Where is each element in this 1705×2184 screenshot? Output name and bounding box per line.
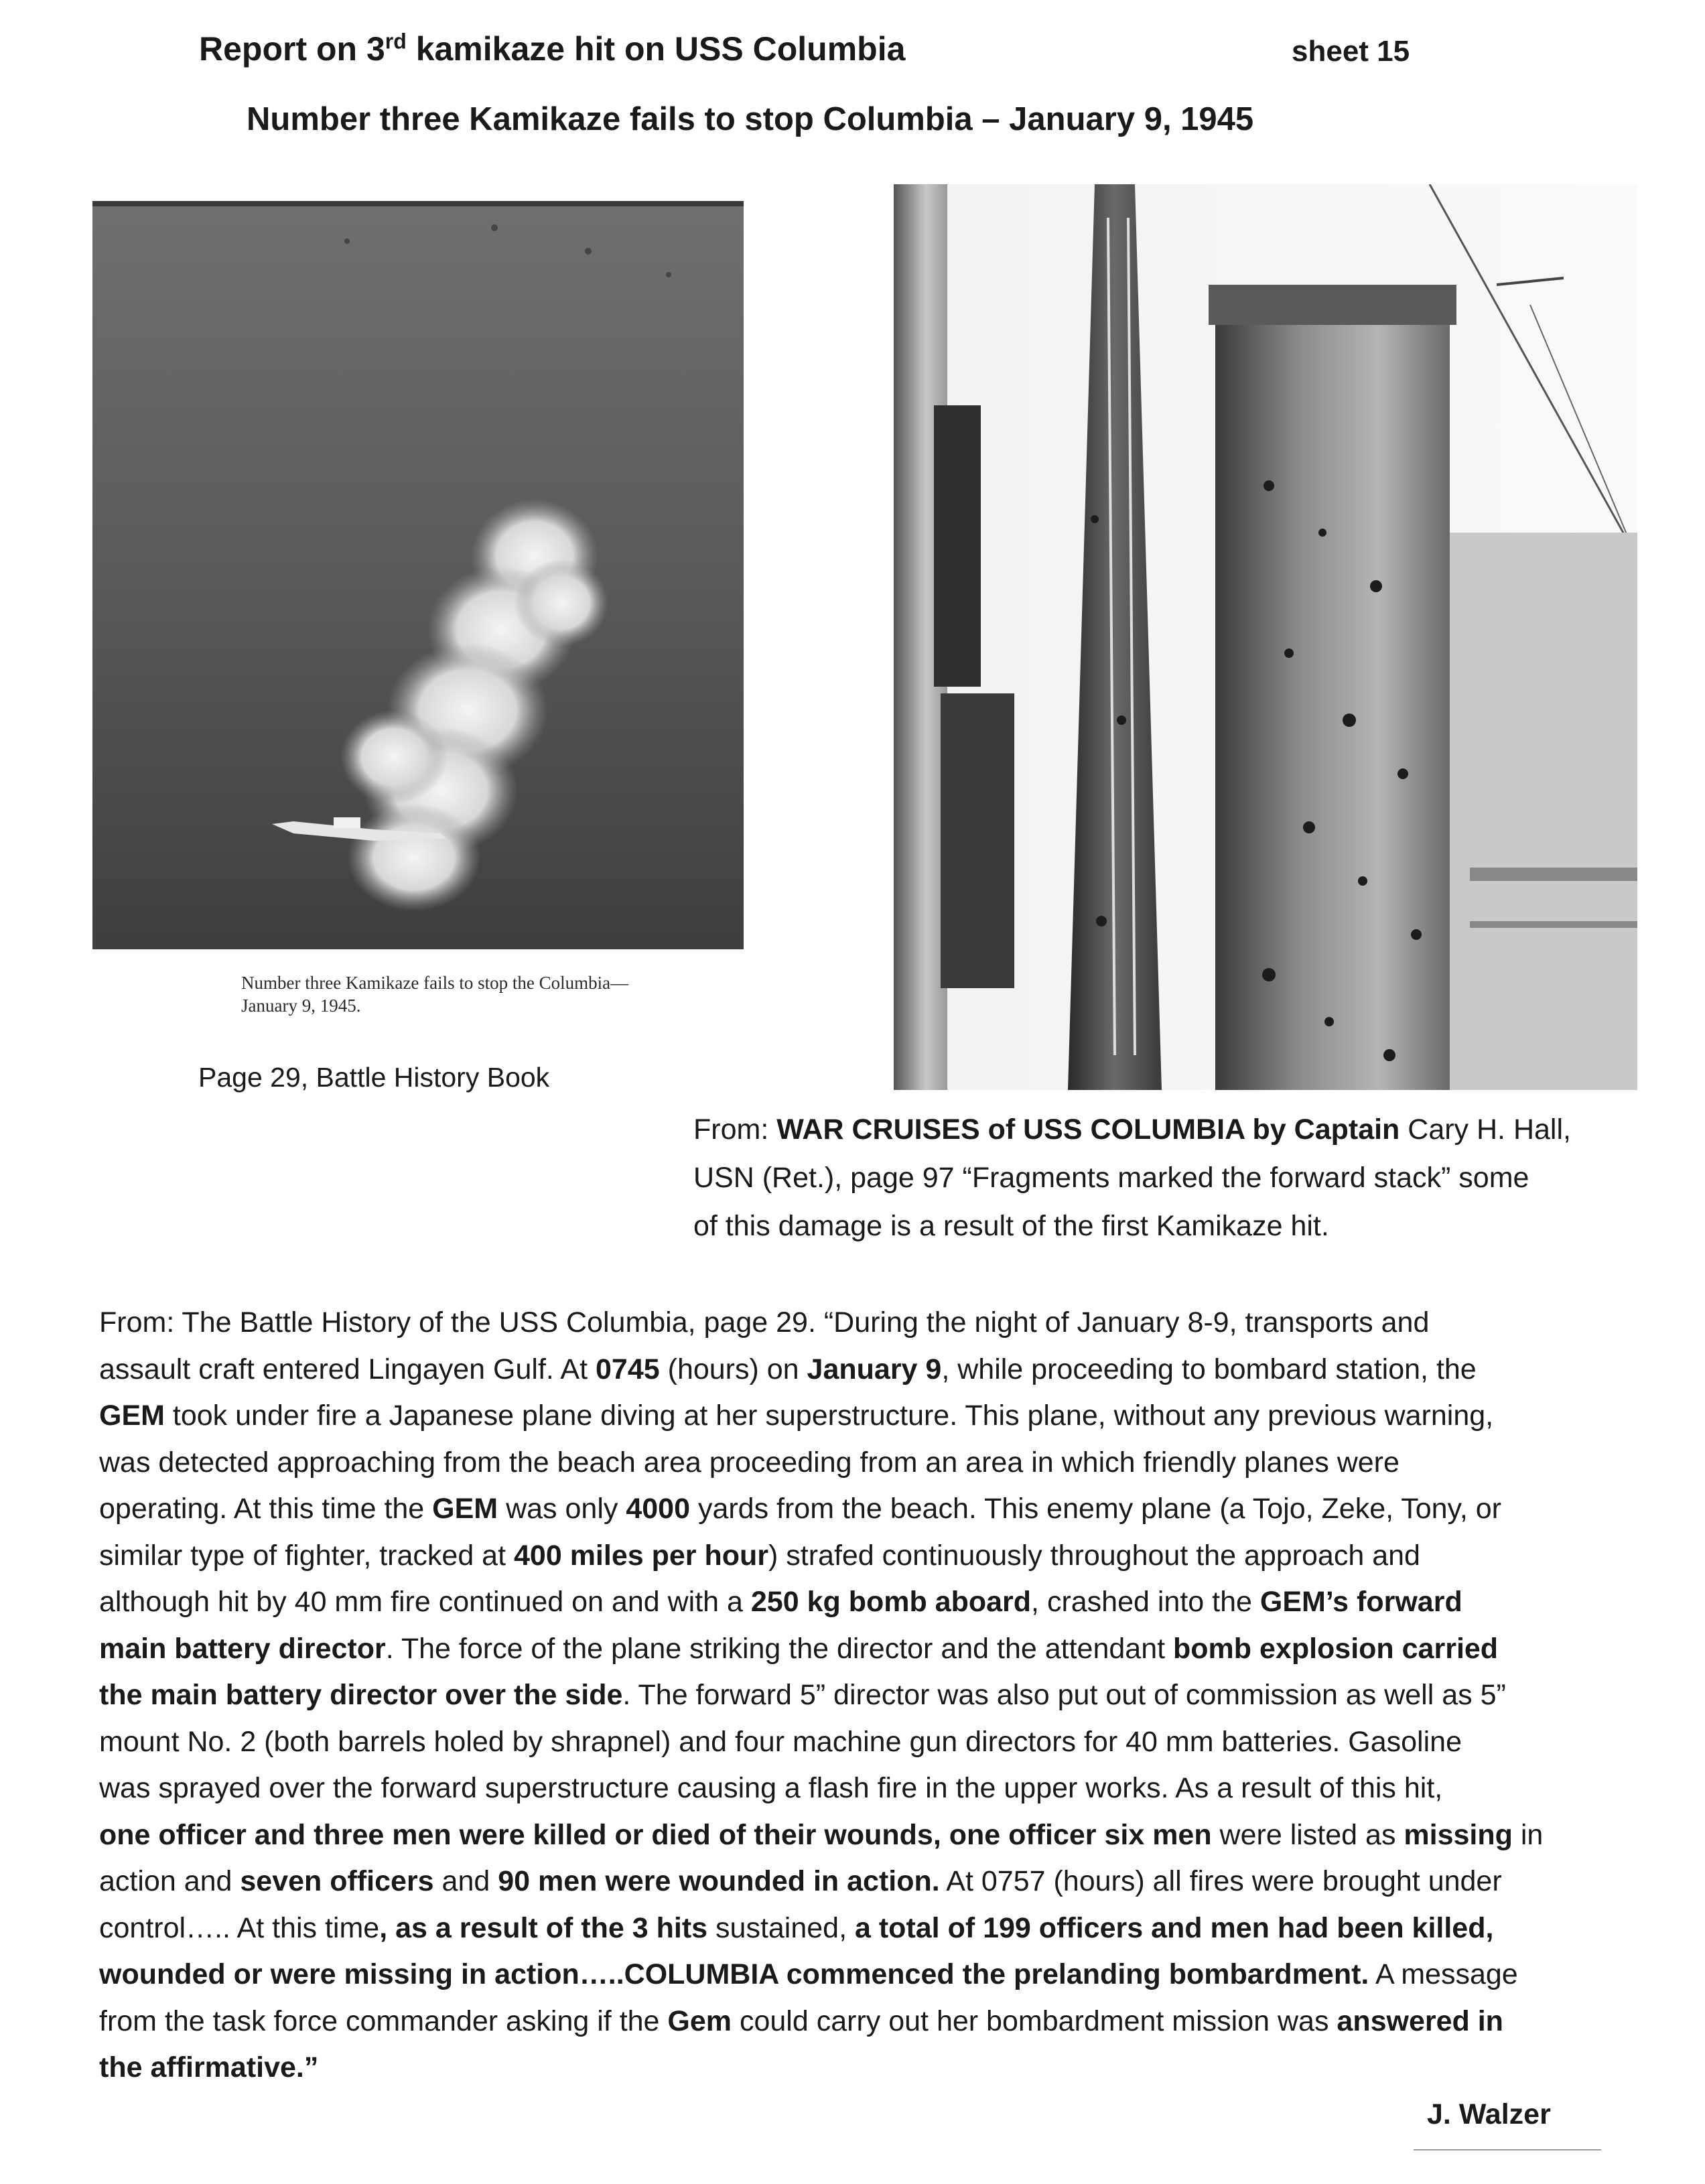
- body-line: GEM took under fire a Japanese plane diving at her superstructure. This plane, without any previous warning,: [99, 1400, 1494, 1432]
- body-line: although hit by 40 mm fire continued on and with a 250 kg bomb aboard, crashed into the GEM’s forward: [99, 1586, 1462, 1618]
- body-line: action and seven officers and 90 men were wounded in action. At 0757 (hours) all fires were brought under: [99, 1865, 1502, 1897]
- body-line: control….. At this time, as a result of the 3 hits sustained, a total of 199 officers and men had been killed,: [99, 1911, 1494, 1944]
- report-subtitle: Number three Kamikaze fails to stop Columbia – January 9, 1945: [247, 101, 1254, 137]
- source-line-1: From: WAR CRUISES of USS COLUMBIA by Captain Cary H. Hall,: [693, 1113, 1571, 1146]
- author-signature: J. Walzer: [1427, 2098, 1551, 2130]
- body-line: assault craft entered Lingayen Gulf. At 0745 (hours) on January 9, while proceeding to bombard station, the: [99, 1353, 1477, 1385]
- damaged-stack-photo: [894, 184, 1637, 1090]
- body-line: the affirmative.”: [99, 2051, 319, 2084]
- body-line: operating. At this time the GEM was only 4000 yards from the beach. This enemy plane (a Tojo, Zeke, Tony, or: [99, 1493, 1501, 1525]
- body-line: was detected approaching from the beach area proceeding from an area in which friendly planes were: [99, 1446, 1400, 1479]
- source-line-2: USN (Ret.), page 97 “Fragments marked the forward stack” some: [693, 1162, 1529, 1194]
- aerial-ship-smoke-photo: [92, 201, 744, 949]
- body-line: wounded or were missing in action…..COLUMBIA commenced the prelanding bombardment. A message: [99, 1958, 1518, 1990]
- body-line: the main battery director over the side. The forward 5” director was also put out of commission as well as 5”: [99, 1679, 1506, 1711]
- body-line: from the task force commander asking if the Gem could carry out her bombardment mission was answered in: [99, 2004, 1503, 2037]
- battle-history-excerpt: [99, 1300, 1543, 2092]
- report-title: Report on 3rd kamikaze hit on USS Columbia: [199, 29, 906, 68]
- body-line: one officer and three men were killed or died of their wounds, one officer six men were listed as missing in: [99, 1818, 1544, 1851]
- left-photo-source: Page 29, Battle History Book: [198, 1062, 550, 1093]
- signature-rule: [1414, 2149, 1601, 2151]
- book-photo-caption: Number three Kamikaze fails to stop the Columbia— January 9, 1945.: [241, 973, 629, 1016]
- body-line: mount No. 2 (both barrels holed by shrapnel) and four machine gun directors for 40 mm batteries. Gasoline: [99, 1725, 1462, 1758]
- body-line: From: The Battle History of the USS Columbia, page 29. “During the night of January 8-9, transports and: [99, 1306, 1430, 1339]
- body-line: similar type of fighter, tracked at 400 miles per hour) strafed continuously throughout the approach and: [99, 1539, 1420, 1572]
- body-line: main battery director. The force of the plane striking the director and the attendant bomb explosion carried: [99, 1632, 1499, 1665]
- sheet-number: sheet 15: [1292, 35, 1410, 68]
- source-line-3: of this damage is a result of the first Kamikaze hit.: [693, 1210, 1329, 1242]
- body-line: was sprayed over the forward superstructure causing a flash fire in the upper works. As a result of this hit,: [99, 1772, 1443, 1804]
- right-photo-source: [693, 1105, 1571, 1250]
